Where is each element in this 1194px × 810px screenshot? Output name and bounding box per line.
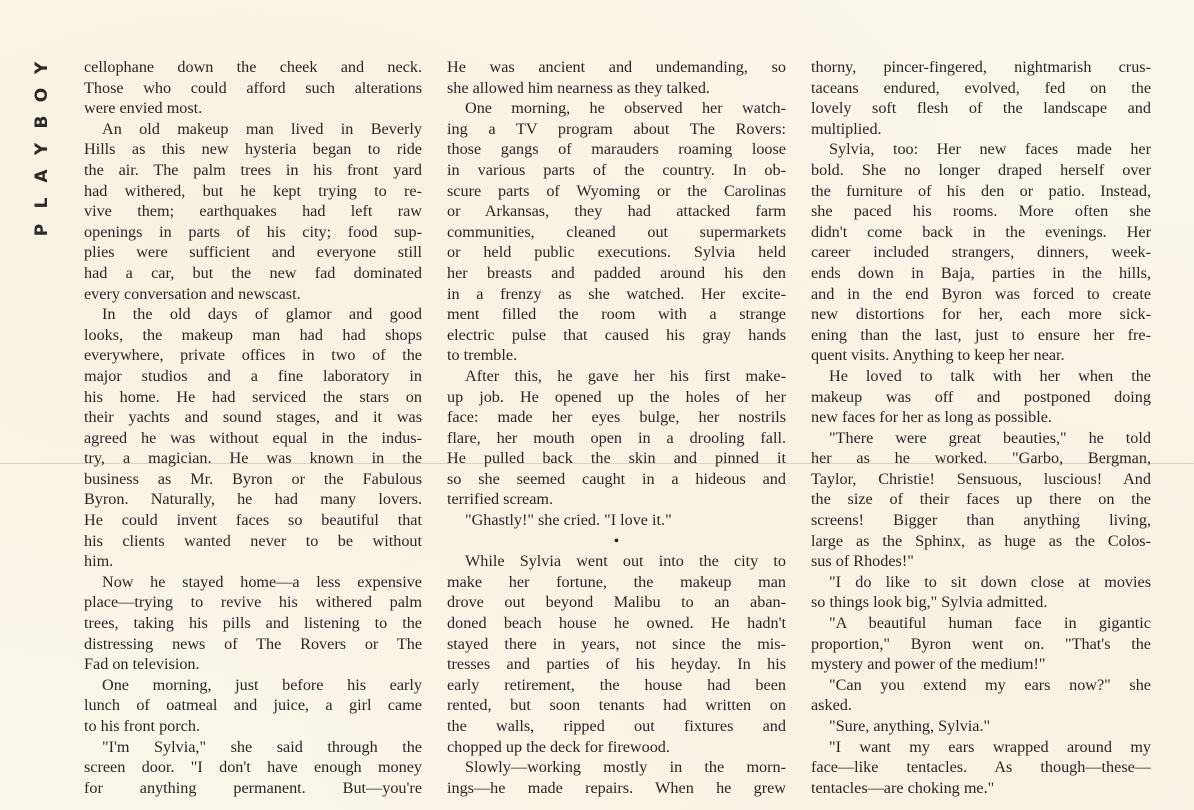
text-line: the furniture of his den or patio. Instead, — [811, 181, 1151, 200]
text-line: or Arkansas, they had attacked farm — [447, 202, 786, 221]
text-line: their yachts and sound stages, and it was — [84, 408, 422, 427]
text-line: He loved to talk with her when the — [829, 366, 1151, 385]
text-line: major studios and a fine laboratory in — [84, 366, 422, 385]
text-line: were envied most. — [84, 99, 203, 118]
text-line: "I want my ears wrapped around my — [829, 737, 1151, 756]
text-line: flare, her mouth open in a drooling fall. — [447, 428, 786, 447]
text-line: One morning, just before his early — [102, 675, 422, 694]
text-line: Now he stayed home—a less expensive — [102, 572, 422, 591]
text-line: ing a TV program about The Rovers: — [447, 119, 786, 138]
text-line: One morning, he observed her watch- — [465, 99, 786, 118]
text-line: make her fortune, the makeup man — [447, 572, 786, 591]
text-line: screen door. "I don't have enough money — [84, 758, 422, 777]
text-line: in various parts of the country. In ob- — [447, 160, 786, 179]
text-line: business as Mr. Byron or the Fabulous — [84, 469, 422, 488]
text-line: cellophane down the cheek and neck. — [84, 58, 422, 76]
text-line: doned beach house he owned. He hadn't — [447, 614, 786, 633]
text-line: bold. She no longer draped herself over — [811, 160, 1151, 179]
text-line: thorny, pincer-fingered, nightmarish crus- — [811, 58, 1151, 76]
text-line: she paced his rooms. More often she — [811, 202, 1151, 221]
text-line: face: made her eyes bulge, her nostrils — [447, 408, 786, 427]
text-line: the walls, ripped out fixtures and — [447, 717, 786, 735]
text-line: He pulled back the skin and pinned it — [447, 449, 786, 468]
text-line: everywhere, private offices in two of the — [84, 346, 422, 365]
text-line: stayed there in years, not since the mis- — [447, 634, 786, 653]
text-line: While Sylvia went out into the city to — [465, 552, 786, 571]
running-head-letter: Y — [32, 61, 52, 75]
text-line: "Sure, anything, Sylvia." — [829, 717, 991, 735]
text-line: He could invent faces so beautiful that — [84, 511, 422, 530]
text-line: Slowly—working mostly in the morn- — [465, 758, 786, 777]
running-head-letter: A — [32, 169, 52, 183]
text-line: her as he worked. "Garbo, Bergman, — [811, 449, 1151, 468]
section-break-bullet: • — [613, 531, 620, 550]
text-line: large as the Sphinx, as huge as the Colos- — [811, 531, 1151, 550]
text-line: openings in parts of his city; food sup- — [84, 222, 422, 241]
text-line: had withered, but he kept trying to re- — [84, 181, 422, 200]
text-line: drove out beyond Malibu to an aban- — [447, 593, 786, 612]
text-line: lunch of oatmeal and juice, a girl came — [84, 696, 422, 715]
text-line: career included strangers, dinners, week- — [811, 243, 1151, 262]
running-head-letter: B — [32, 115, 52, 129]
text-line: Those who could afford such alterations — [84, 78, 422, 97]
text-line: screens! Bigger than anything living, — [811, 511, 1151, 530]
text-line: or held public executions. Sylvia held — [447, 243, 786, 262]
text-line: so things look big," Sylvia admitted. — [811, 593, 1048, 612]
text-column-2 — [447, 57, 786, 798]
text-line: new distortions for her, each more sick- — [811, 305, 1151, 324]
text-line: chopped up the deck for firewood. — [447, 737, 670, 756]
text-line: ings—he made repairs. When he grew — [447, 778, 786, 797]
text-line: An old makeup man lived in Beverly — [102, 119, 422, 138]
text-line: He was ancient and undemanding, so — [447, 58, 786, 76]
text-line: lovely soft flesh of the landscape and — [811, 99, 1151, 118]
text-line: ends down in Baja, parties in the hills, — [811, 263, 1151, 282]
text-line: In the old days of glamor and good — [102, 305, 422, 324]
text-line: "Ghastly!" she cried. "I love it." — [465, 511, 672, 530]
text-line: distressing news of The Rovers or The — [84, 634, 422, 653]
text-line: place—trying to revive his withered palm — [84, 593, 422, 612]
text-line: Hills as this new hysteria began to ride — [84, 140, 422, 159]
text-line: sus of Rhodes!" — [811, 552, 914, 571]
text-line: terrified scream. — [447, 490, 554, 509]
running-head-letter: L — [32, 197, 52, 209]
text-column-3 — [811, 57, 1151, 798]
text-line: mystery and power of the medium!" — [811, 655, 1046, 674]
text-line: new faces for her as long as possible. — [811, 408, 1052, 427]
text-line: she allowed him nearness as they talked. — [447, 78, 710, 97]
text-line: electric pulse that caused his gray hands — [447, 325, 786, 344]
text-line: the air. The palm trees in his front yard — [84, 160, 422, 179]
text-line: rented, but soon tenants had written on — [447, 696, 786, 715]
text-line: and in the end Byron was forced to create — [811, 284, 1151, 303]
text-line: taceans endured, evolved, fed on the — [811, 78, 1151, 97]
text-line: tresses and parties of his heyday. In his — [447, 655, 786, 674]
text-line: "I do like to sit down close at movies — [829, 572, 1151, 591]
text-line: to tremble. — [447, 346, 518, 365]
text-line: Fad on television. — [84, 655, 200, 674]
text-line: so she seemed caught in a hideous and — [447, 469, 786, 488]
text-line: in a frenzy as she watched. Her excite- — [447, 284, 786, 303]
text-line: him. — [84, 552, 114, 571]
text-line: for anything permanent. But—you're — [84, 778, 422, 797]
text-line: every conversation and newscast. — [84, 284, 301, 303]
text-column-1 — [84, 57, 422, 798]
text-line: multiplied. — [811, 119, 882, 138]
text-line: Sylvia, too: Her new faces made her — [829, 140, 1151, 159]
text-line: Byron. Naturally, he had many lovers. — [84, 490, 422, 509]
text-line: ening than the last, just to ensure her fre- — [811, 325, 1151, 344]
text-line: plies were sufficient and everyone still — [84, 243, 422, 262]
text-line: her breasts and padded around his den — [447, 263, 786, 282]
text-line: tentacles—are choking me." — [811, 778, 995, 797]
text-line: "A beautiful human face in gigantic — [829, 614, 1151, 633]
text-line: agreed he was without equal in the indus- — [84, 428, 422, 447]
text-line: those gangs of marauders roaming loose — [447, 140, 786, 159]
text-line: looks, the makeup man had had shops — [84, 325, 422, 344]
text-line: quent visits. Anything to keep her near. — [811, 346, 1065, 365]
text-line: the size of their faces up there on the — [811, 490, 1151, 509]
text-line: try, a magician. He was known in the — [84, 449, 422, 468]
text-line: up job. He opened up the holes of her — [447, 387, 786, 406]
running-head — [30, 56, 54, 246]
text-line: "There were great beauties," he told — [829, 428, 1151, 447]
text-line: his home. He had serviced the stars on — [84, 387, 422, 406]
text-line: his clients wanted never to be without — [84, 531, 422, 550]
text-line: asked. — [811, 696, 852, 715]
running-head-letter: O — [32, 87, 52, 103]
text-line: face—like tentacles. As though—these— — [811, 758, 1151, 777]
text-line: proportion," Byron went on. "That's the — [811, 634, 1151, 653]
text-line: communities, cleaned out supermarkets — [447, 222, 786, 241]
text-line: early retirement, the house had been — [447, 675, 786, 694]
text-line: makeup was off and postponed doing — [811, 387, 1151, 406]
text-line: didn't come back in the evenings. Her — [811, 222, 1151, 241]
text-line: Taylor, Christie! Sensuous, luscious! And — [811, 469, 1151, 488]
text-line: scure parts of Wyoming or the Carolinas — [447, 181, 786, 200]
text-line: had a car, but the new fad dominated — [84, 263, 422, 282]
text-line: ment filled the room with a strange — [447, 305, 786, 324]
text-line: to his front porch. — [84, 717, 200, 735]
text-line: "Can you extend my ears now?" she — [829, 675, 1151, 694]
running-head-letter: P — [32, 223, 52, 237]
text-line: trees, taking his pills and listening to the — [84, 614, 422, 633]
text-line: "I'm Sylvia," she said through the — [102, 737, 422, 756]
text-line: vive them; earthquakes had left raw — [84, 202, 422, 221]
running-head-letter: Y — [32, 142, 52, 156]
text-line: After this, he gave her his first make- — [465, 366, 786, 385]
